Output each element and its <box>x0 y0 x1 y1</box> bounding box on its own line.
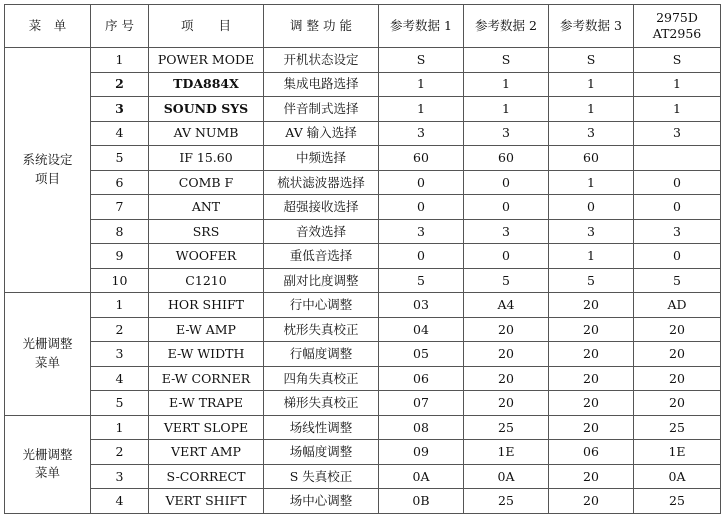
col-model-header: 2975D AT2956 <box>634 5 721 48</box>
function-name: S 失真校正 <box>264 464 379 489</box>
table-row <box>5 366 721 391</box>
ref-data-1: 08 <box>379 415 464 440</box>
function-name: 行幅度调整 <box>264 342 379 367</box>
item-name: COMB F <box>149 170 264 195</box>
row-number: 2 <box>91 317 149 342</box>
ref-data-3: 20 <box>549 464 634 489</box>
item-name: TDA884X <box>149 72 264 97</box>
table-row <box>5 97 721 122</box>
item-name: C1210 <box>149 268 264 293</box>
item-name: AV NUMB <box>149 121 264 146</box>
row-number: 3 <box>91 464 149 489</box>
ref-data-1: 3 <box>379 219 464 244</box>
item-name: VERT AMP <box>149 440 264 465</box>
ref-data-3: S <box>549 48 634 73</box>
row-number: 5 <box>91 391 149 416</box>
table-row <box>5 72 721 97</box>
header-row <box>5 5 721 48</box>
function-name: 开机状态设定 <box>264 48 379 73</box>
ref-data-3: 20 <box>549 415 634 440</box>
function-name: 副对比度调整 <box>264 268 379 293</box>
table-row <box>5 244 721 269</box>
ref-data-3: 3 <box>549 219 634 244</box>
ref-data-2: A4 <box>464 293 549 318</box>
item-name: E-W WIDTH <box>149 342 264 367</box>
item-name: S-CORRECT <box>149 464 264 489</box>
function-name: 中频选择 <box>264 146 379 171</box>
table-header <box>5 5 721 48</box>
ref-data-1: 3 <box>379 121 464 146</box>
col-function-header: 调 整 功 能 <box>264 5 379 48</box>
model-data: 0 <box>634 244 721 269</box>
ref-data-2: 3 <box>464 121 549 146</box>
ref-data-2: 1E <box>464 440 549 465</box>
col-menu-header: 菜 单 <box>5 5 91 48</box>
ref-data-1: 04 <box>379 317 464 342</box>
col-ref3-header: 参考数据 3 <box>549 5 634 48</box>
model-data: 20 <box>634 366 721 391</box>
table-row <box>5 342 721 367</box>
table-row <box>5 146 721 171</box>
row-number: 3 <box>91 97 149 122</box>
table-body <box>5 48 721 514</box>
table-row <box>5 121 721 146</box>
ref-data-3: 20 <box>549 391 634 416</box>
model-data: 20 <box>634 391 721 416</box>
row-number: 6 <box>91 170 149 195</box>
model-data: 25 <box>634 489 721 514</box>
model-data: 3 <box>634 219 721 244</box>
ref-data-3: 20 <box>549 489 634 514</box>
ref-data-3: 20 <box>549 317 634 342</box>
item-name: WOOFER <box>149 244 264 269</box>
row-number: 7 <box>91 195 149 220</box>
function-name: 梯形失真校正 <box>264 391 379 416</box>
ref-data-1: 5 <box>379 268 464 293</box>
model-data: 0 <box>634 170 721 195</box>
item-name: ANT <box>149 195 264 220</box>
ref-data-2: 0A <box>464 464 549 489</box>
group-label: 系统设定 项目 <box>5 48 91 293</box>
table-row <box>5 48 721 73</box>
function-name: 超强接收选择 <box>264 195 379 220</box>
ref-data-2: 20 <box>464 391 549 416</box>
row-number: 1 <box>91 415 149 440</box>
ref-data-3: 5 <box>549 268 634 293</box>
ref-data-3: 20 <box>549 366 634 391</box>
item-name: POWER MODE <box>149 48 264 73</box>
row-number: 5 <box>91 146 149 171</box>
settings-table <box>4 4 721 514</box>
ref-data-2: 5 <box>464 268 549 293</box>
ref-data-3: 20 <box>549 342 634 367</box>
ref-data-2: 25 <box>464 415 549 440</box>
col-ref2-header: 参考数据 2 <box>464 5 549 48</box>
item-name: E-W TRAPE <box>149 391 264 416</box>
row-number: 4 <box>91 366 149 391</box>
function-name: 四角失真校正 <box>264 366 379 391</box>
item-name: VERT SLOPE <box>149 415 264 440</box>
row-number: 2 <box>91 440 149 465</box>
ref-data-2: 20 <box>464 342 549 367</box>
table-row <box>5 440 721 465</box>
row-number: 9 <box>91 244 149 269</box>
row-number: 4 <box>91 121 149 146</box>
row-number: 1 <box>91 293 149 318</box>
ref-data-1: 03 <box>379 293 464 318</box>
ref-data-1: 60 <box>379 146 464 171</box>
col-item-header: 项 目 <box>149 5 264 48</box>
table-row <box>5 268 721 293</box>
row-number: 2 <box>91 72 149 97</box>
model-data: 1E <box>634 440 721 465</box>
ref-data-1: 0 <box>379 170 464 195</box>
model-data: 1 <box>634 97 721 122</box>
table-row <box>5 391 721 416</box>
table-row <box>5 170 721 195</box>
function-name: 重低音选择 <box>264 244 379 269</box>
ref-data-3: 06 <box>549 440 634 465</box>
group-label: 光栅调整 菜单 <box>5 293 91 416</box>
model-data: 20 <box>634 342 721 367</box>
model-data: AD <box>634 293 721 318</box>
ref-data-2: 0 <box>464 170 549 195</box>
ref-data-2: 0 <box>464 244 549 269</box>
ref-data-2: 25 <box>464 489 549 514</box>
table-row <box>5 219 721 244</box>
ref-data-1: 0B <box>379 489 464 514</box>
ref-data-1: 0 <box>379 195 464 220</box>
ref-data-2: 0 <box>464 195 549 220</box>
row-number: 10 <box>91 268 149 293</box>
function-name: AV 输入选择 <box>264 121 379 146</box>
table-row <box>5 489 721 514</box>
model-data: 25 <box>634 415 721 440</box>
ref-data-2: 20 <box>464 366 549 391</box>
ref-data-3: 1 <box>549 97 634 122</box>
table-row <box>5 464 721 489</box>
ref-data-3: 0 <box>549 195 634 220</box>
table-row <box>5 317 721 342</box>
item-name: VERT SHIFT <box>149 489 264 514</box>
model-data <box>634 146 721 171</box>
row-number: 1 <box>91 48 149 73</box>
ref-data-1: 06 <box>379 366 464 391</box>
ref-data-2: S <box>464 48 549 73</box>
ref-data-1: 0A <box>379 464 464 489</box>
function-name: 场中心调整 <box>264 489 379 514</box>
model-data: 20 <box>634 317 721 342</box>
ref-data-2: 3 <box>464 219 549 244</box>
ref-data-3: 60 <box>549 146 634 171</box>
ref-data-2: 1 <box>464 97 549 122</box>
item-name: E-W AMP <box>149 317 264 342</box>
ref-data-1: 1 <box>379 97 464 122</box>
col-no-header: 序 号 <box>91 5 149 48</box>
function-name: 音效选择 <box>264 219 379 244</box>
row-number: 8 <box>91 219 149 244</box>
model-data: 3 <box>634 121 721 146</box>
ref-data-2: 1 <box>464 72 549 97</box>
ref-data-1: 09 <box>379 440 464 465</box>
ref-data-3: 3 <box>549 121 634 146</box>
model-data: 0A <box>634 464 721 489</box>
function-name: 梳状滤波器选择 <box>264 170 379 195</box>
ref-data-3: 1 <box>549 170 634 195</box>
item-name: HOR SHIFT <box>149 293 264 318</box>
ref-data-3: 1 <box>549 244 634 269</box>
model-data: 0 <box>634 195 721 220</box>
item-name: IF 15.60 <box>149 146 264 171</box>
table-row <box>5 415 721 440</box>
model-data: S <box>634 48 721 73</box>
ref-data-1: 05 <box>379 342 464 367</box>
table-row <box>5 293 721 318</box>
row-number: 3 <box>91 342 149 367</box>
function-name: 枕形失真校正 <box>264 317 379 342</box>
model-data: 1 <box>634 72 721 97</box>
function-name: 场线性调整 <box>264 415 379 440</box>
ref-data-1: 0 <box>379 244 464 269</box>
ref-data-3: 20 <box>549 293 634 318</box>
ref-data-1: 1 <box>379 72 464 97</box>
table-row <box>5 195 721 220</box>
function-name: 集成电路选择 <box>264 72 379 97</box>
ref-data-2: 60 <box>464 146 549 171</box>
ref-data-1: S <box>379 48 464 73</box>
group-label: 光栅调整 菜单 <box>5 415 91 513</box>
item-name: SRS <box>149 219 264 244</box>
model-data: 5 <box>634 268 721 293</box>
item-name: E-W CORNER <box>149 366 264 391</box>
ref-data-3: 1 <box>549 72 634 97</box>
function-name: 行中心调整 <box>264 293 379 318</box>
item-name: SOUND SYS <box>149 97 264 122</box>
ref-data-2: 20 <box>464 317 549 342</box>
row-number: 4 <box>91 489 149 514</box>
function-name: 伴音制式选择 <box>264 97 379 122</box>
function-name: 场幅度调整 <box>264 440 379 465</box>
ref-data-1: 07 <box>379 391 464 416</box>
col-ref1-header: 参考数据 1 <box>379 5 464 48</box>
